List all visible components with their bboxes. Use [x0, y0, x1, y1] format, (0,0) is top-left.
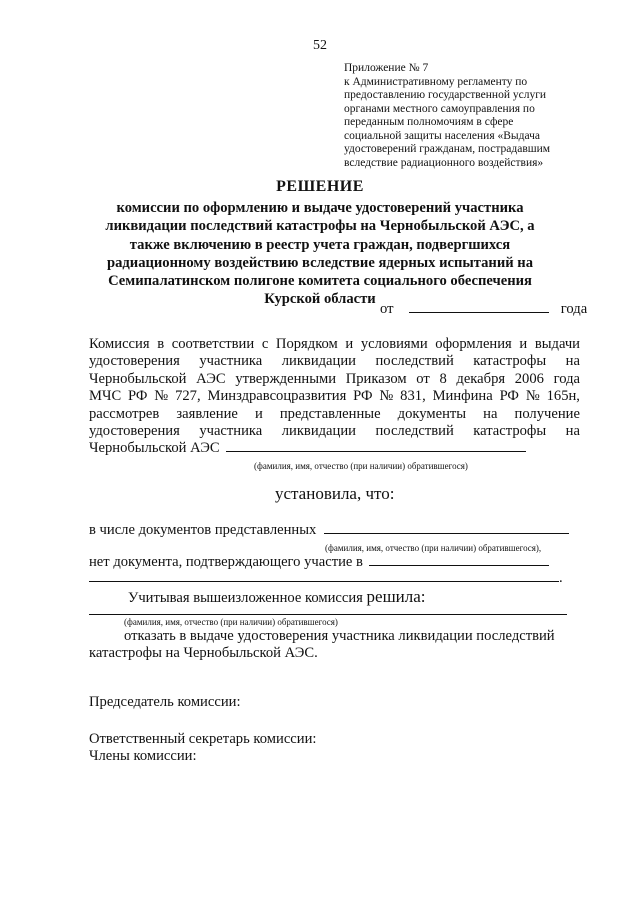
word: соответствии: [171, 336, 255, 352]
missing-document-label: нет документа, подтверждающего участие в: [89, 554, 363, 570]
page-number: 52: [313, 38, 327, 53]
word: удостоверения: [89, 423, 180, 440]
word: 727,: [175, 388, 201, 405]
document-subtitle: [60, 199, 580, 309]
word: Минздравсоцразвития: [207, 388, 347, 405]
continuation-row: [89, 569, 563, 587]
appendix-line: предоставлению государственной услуги: [344, 89, 547, 101]
word: РФ: [128, 388, 148, 405]
appendix-line: органами местного самоуправления по: [344, 102, 535, 115]
decision-caption: (фамилия, имя, отчество (при наличии) обратившегося): [124, 617, 338, 627]
word: Приказом: [345, 370, 407, 387]
word: Чернобыльской: [89, 370, 187, 387]
word: и: [254, 405, 263, 422]
word: РФ: [499, 388, 519, 405]
documents-name-blank[interactable]: [324, 533, 569, 534]
word: последствий: [375, 423, 454, 440]
subtitle-line: Курской области: [264, 291, 376, 308]
appendix-line: переданным полномочиям в сфере: [344, 116, 514, 128]
body-line: [89, 371, 580, 388]
chairman-label: Председатель комиссии:: [89, 694, 241, 710]
word: участника: [199, 353, 263, 370]
word: №: [154, 388, 169, 405]
applicant-name-blank[interactable]: [226, 451, 526, 452]
word: 165н,: [546, 388, 580, 405]
word: выдачи: [534, 336, 580, 352]
word: катастрофы: [473, 423, 547, 440]
word: декабря: [456, 370, 506, 387]
documents-label: в числе документов представленных: [89, 522, 317, 538]
word: катастрофы: [473, 353, 547, 370]
word: ликвидации: [281, 423, 356, 440]
word: Чернобыльской АЭС: [89, 440, 220, 457]
documents-caption: (фамилия, имя, отчество (при наличии) обратившегося),: [325, 543, 542, 553]
body-line: [89, 406, 580, 423]
subtitle-line: также включению в реестр учета граждан, подвергшихся: [129, 236, 511, 253]
word: года: [553, 370, 580, 387]
word: документы: [397, 405, 467, 422]
word: от: [416, 370, 430, 387]
word: №: [525, 388, 540, 405]
applicant-caption: (фамилия, имя, отчество (при наличии) обратившегося): [254, 460, 468, 471]
date-blank-line[interactable]: [409, 312, 549, 313]
appendix-line: Приложение № 7: [344, 62, 429, 74]
word: Минфина: [432, 388, 493, 405]
date-prefix: от: [380, 301, 394, 317]
word: последствий: [375, 353, 454, 370]
word: заявление: [176, 405, 238, 422]
word: МЧС: [89, 388, 122, 405]
subtitle-line: радиационному воздействию вследствие ядерных испытаний на: [106, 254, 533, 271]
body-line: [89, 336, 580, 353]
appendix-line: удостоверений гражданам, пострадавшим: [344, 143, 551, 155]
word: ликвидации: [281, 353, 356, 370]
word: удостоверения: [89, 353, 180, 370]
word: утвержденными: [235, 370, 337, 387]
word: на: [565, 353, 580, 370]
word: Комиссия: [89, 336, 150, 352]
established-heading: установила, что:: [275, 484, 395, 503]
word: №: [379, 388, 394, 405]
secretary-label: Ответственный секретарь комиссии:: [89, 731, 317, 747]
end-mark: .: [559, 570, 563, 586]
appendix-line: вследствие радиационного воздействия»: [344, 156, 544, 169]
body-line: [89, 388, 580, 405]
word: 2006: [514, 370, 544, 387]
word: оформления: [435, 336, 512, 352]
document-title: РЕШЕНИЕ: [276, 178, 364, 195]
body-paragraph: [89, 336, 580, 475]
word: и: [519, 336, 528, 352]
word: 831,: [400, 388, 426, 405]
continuation-blank[interactable]: [89, 581, 559, 582]
word: участника: [199, 423, 263, 440]
decision-prefix: Учитывая вышеизложенное комиссия: [128, 590, 363, 606]
word: с: [261, 336, 269, 352]
refusal-line-2: катастрофы на Чернобыльской АЭС.: [89, 645, 318, 661]
word: 8: [439, 370, 447, 387]
subtitle-line: комиссии по оформлению и выдаче удостоверений участника: [116, 200, 524, 216]
decision-word: решила:: [366, 587, 426, 606]
word: на: [565, 423, 580, 440]
word: на: [483, 405, 498, 422]
word: представленные: [279, 405, 381, 422]
body-line: [89, 353, 580, 370]
word: условиями: [360, 336, 428, 352]
appendix-header: [344, 62, 550, 170]
subtitle-line: ликвидации последствий катастрофы на Чернобыльской АЭС, а: [105, 218, 535, 235]
date-row: [380, 301, 587, 318]
decision-name-blank[interactable]: [89, 614, 567, 615]
subtitle-line: Семипалатинском полигоне комитета социального обеспечения: [108, 273, 532, 290]
appendix-line: к Административному регламенту по: [344, 75, 528, 88]
word: рассмотрев: [89, 405, 160, 422]
refusal-line-1: отказать в выдаче удостоверения участника ликвидации последствий: [124, 628, 555, 644]
word: получение: [514, 405, 580, 422]
appendix-line: социальной защиты населения «Выдача: [344, 129, 541, 142]
documents-label-row: [89, 522, 569, 539]
word: Порядком: [275, 336, 338, 352]
word: в: [157, 336, 165, 352]
participation-blank[interactable]: [369, 565, 549, 566]
members-label: Члены комиссии:: [89, 748, 197, 764]
word: и: [345, 336, 354, 352]
body-last-line: [89, 440, 580, 457]
word: АЭС: [196, 370, 226, 387]
date-suffix: года: [560, 301, 588, 317]
word: РФ: [353, 388, 373, 405]
body-line: [89, 423, 580, 440]
